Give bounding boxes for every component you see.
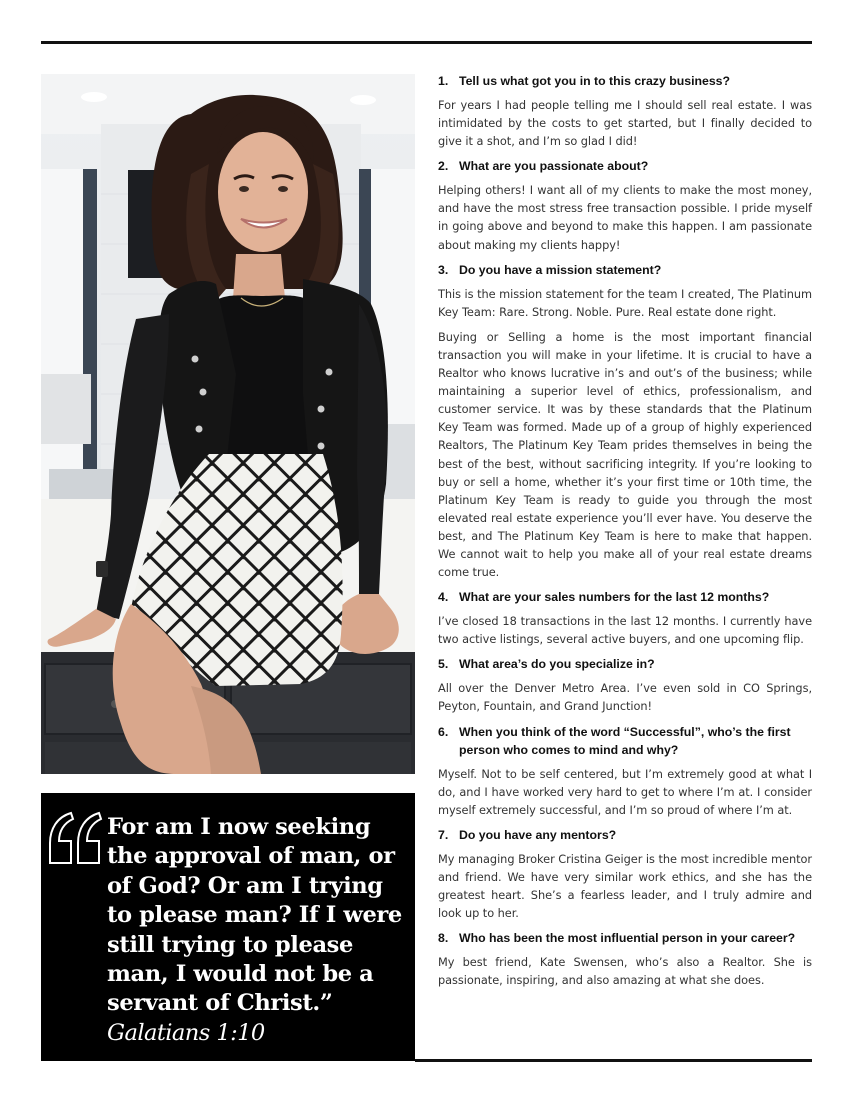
quote-box — [41, 793, 415, 1061]
question — [438, 655, 812, 673]
question — [438, 157, 812, 175]
quote-citation: Galatians 1:10 — [107, 1019, 265, 1046]
question-number: 5. — [438, 657, 449, 672]
question-text: What area’s do you specialize in? — [459, 657, 655, 672]
question — [438, 723, 812, 759]
question-text: What are you passionate about? — [459, 159, 649, 174]
question-text: What are your sales numbers for the last 12 months? — [459, 590, 770, 605]
question-text: Do you have a mission statement? — [459, 262, 662, 277]
answer-paragraph: Buying or Selling a home is the most important financial transaction you will make in your lifetime. It is crucial to have a Realtor who knows lucrative in’s and out’s of the business; while maintaining a superior level of ethics, professionalism, and customer service. It was by these standards that the Platinum Key Team was formed. Made up of a group of highly experienced Realtors, The Platinum Key Team prides themselves in being the best of the best, without sacrificing integrity. If you’re looking to buy or sell a home, whether it’s your first time or 10th time, the Platinum Key Team is ready to guide you through the most elevated real estate experience you’ll ever have. You deserve the best, and The Platinum Key Team is here to make that happen. We cannot wait to help you make all of your real estate dreams come true. — [438, 329, 812, 580]
quotation-mark-icon — [47, 809, 103, 869]
portrait-photo — [41, 74, 415, 774]
qa-item — [438, 588, 812, 648]
answer-paragraph: For years I had people telling me I should sell real estate. I was intimidated by the costs to get started, but I finally decided to give it a shot, and I’m so glad I did! — [438, 98, 812, 149]
answer-paragraph: Helping others! I want all of my clients to make the most money, and have the most stress free transaction possible. I pride myself in going above and beyond to make this happen. I am passionate about making my clients happy! — [438, 183, 812, 252]
qa-item — [438, 655, 812, 715]
qa-item — [438, 826, 812, 922]
answer-paragraph: Myself. Not to be self centered, but I’m extremely good at what I do, and I have worked very hard to get to where I’m at. I consider myself extremely successful, and I’m so proud of where I’m at. — [438, 766, 812, 817]
question-text: Do you have any mentors? — [459, 827, 617, 842]
answer-paragraph: I’ve closed 18 transactions in the last 12 months. I currently have two active listings, several active buyers, and one upcoming flip. — [438, 614, 812, 647]
quote-body: For am I now seeking the approval of man, or of God? Or am I trying to please man? If I were still trying to please man, I would not be a servant of Christ.” — [107, 814, 402, 1017]
question — [438, 588, 812, 606]
qa-item — [438, 157, 812, 253]
question-number: 1. — [438, 74, 449, 88]
question-text: Tell us what got you in to this crazy business? — [459, 74, 731, 88]
question-number: 2. — [438, 159, 449, 174]
answer-paragraph: My best friend, Kate Swensen, who’s also a Realtor. She is passionate, inspiring, and also amazing at what she does. — [438, 955, 812, 988]
question-number: 6. — [438, 724, 449, 739]
question — [438, 72, 812, 90]
question — [438, 261, 812, 279]
question-text: When you think of the word “Successful”, who’s the first person who comes to mind and why? — [459, 724, 791, 757]
question-text: Who has been the most influential person in your career? — [459, 931, 796, 946]
quote-text — [107, 813, 403, 1048]
question — [438, 929, 812, 947]
bottom-rule — [415, 1059, 812, 1062]
question-number: 7. — [438, 827, 449, 842]
answer-paragraph: My managing Broker Cristina Geiger is the most incredible mentor and friend. We have very similar work ethics, and she has the greatest heart. She’s a fearless leader, and I truly admire and look up to her. — [438, 851, 812, 921]
qa-item — [438, 723, 812, 819]
top-rule — [41, 41, 812, 44]
answer-paragraph: This is the mission statement for the team I created, The Platinum Key Team: Rare. Strong. Noble. Pure. Real estate done right. — [438, 286, 812, 319]
qa-item — [438, 261, 812, 582]
question — [438, 826, 812, 844]
question-number: 3. — [438, 262, 449, 277]
answer-paragraph: All over the Denver Metro Area. I’ve even sold in CO Springs, Peyton, Fountain, and Grand Junction! — [438, 681, 812, 714]
question-number: 4. — [438, 590, 449, 605]
qa-item — [438, 72, 812, 150]
interview-column — [438, 72, 812, 996]
qa-item — [438, 929, 812, 989]
question-number: 8. — [438, 931, 449, 946]
